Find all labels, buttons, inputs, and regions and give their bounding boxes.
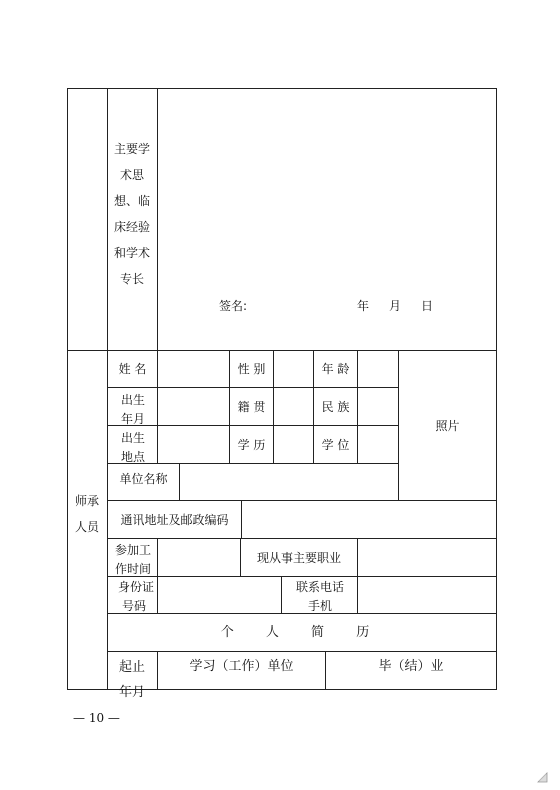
col-line [273,350,274,464]
address-label: 通讯地址及邮政编码 [120,512,229,527]
employer-label: 单位名称 [119,472,168,486]
signature-label: 签名: [219,299,248,313]
academic-thought-label [109,136,155,292]
label-line: 和学术 [113,246,150,260]
birth-place-label [121,429,145,467]
phone-label [296,578,344,616]
label-line: 术思 [119,168,144,182]
col-line [357,350,358,464]
label-line: 地点 [121,450,146,464]
col-line [157,350,158,464]
day-label: 日 [421,299,434,313]
study-unit-label: 学习（工作）单位 [189,659,294,674]
degree-label: 学 位 [321,437,350,452]
col-line [241,500,242,539]
label-line: 身份证 [118,580,155,594]
mentor-side-label [64,488,110,540]
photo-box: 照片 [435,418,460,433]
label-line: 号码 [122,599,147,613]
birth-date-label [121,391,145,429]
table-border-left [67,88,68,690]
label-line: 出生 [121,431,146,445]
table-border-right [496,88,497,690]
graduation-label: 毕（结）业 [378,659,444,674]
col-line [281,576,282,614]
period-label [119,655,145,705]
col-line [157,576,158,614]
label-line: 手机 [308,599,333,613]
work-start-label [115,541,151,579]
top-label-divider [157,88,158,351]
native-place-label: 籍 贯 [237,399,266,414]
label-line: 参加工 [115,543,152,557]
label-line: 主要学 [113,142,150,156]
label-line: 出生 [121,393,146,407]
col-line [357,576,358,614]
label-line: 年月 [119,685,146,700]
resume-title: 个 人 简 历 [220,624,384,640]
page-number: — 10 — [73,711,120,725]
name-label: 姓 名 [118,362,147,376]
label-line: 师承 [74,494,99,508]
row-line [107,576,497,577]
page-curl-icon [537,772,548,783]
id-number-label [118,578,154,616]
gender-label: 性 别 [237,362,266,376]
label-line: 起止 [119,660,146,675]
col-line [357,538,358,577]
month-label: 月 [389,299,402,313]
label-line: 床经验 [113,220,150,234]
label-line: 想、临 [113,194,150,208]
label-line: 作时间 [115,562,152,576]
table-border-top [67,88,497,89]
occupation-label: 现从事主要职业 [256,550,341,565]
label-line: 联系电话 [296,580,345,594]
age-label: 年 龄 [321,362,350,376]
label-line: 年月 [121,412,146,426]
ethnicity-label: 民 族 [321,399,350,414]
label-line: 人员 [74,520,99,534]
col-line [179,463,180,501]
education-label: 学 历 [237,437,266,452]
label-line: 专长 [119,272,144,286]
side-label-divider [107,88,108,690]
year-label: 年 [357,299,370,313]
col-line [157,538,158,577]
